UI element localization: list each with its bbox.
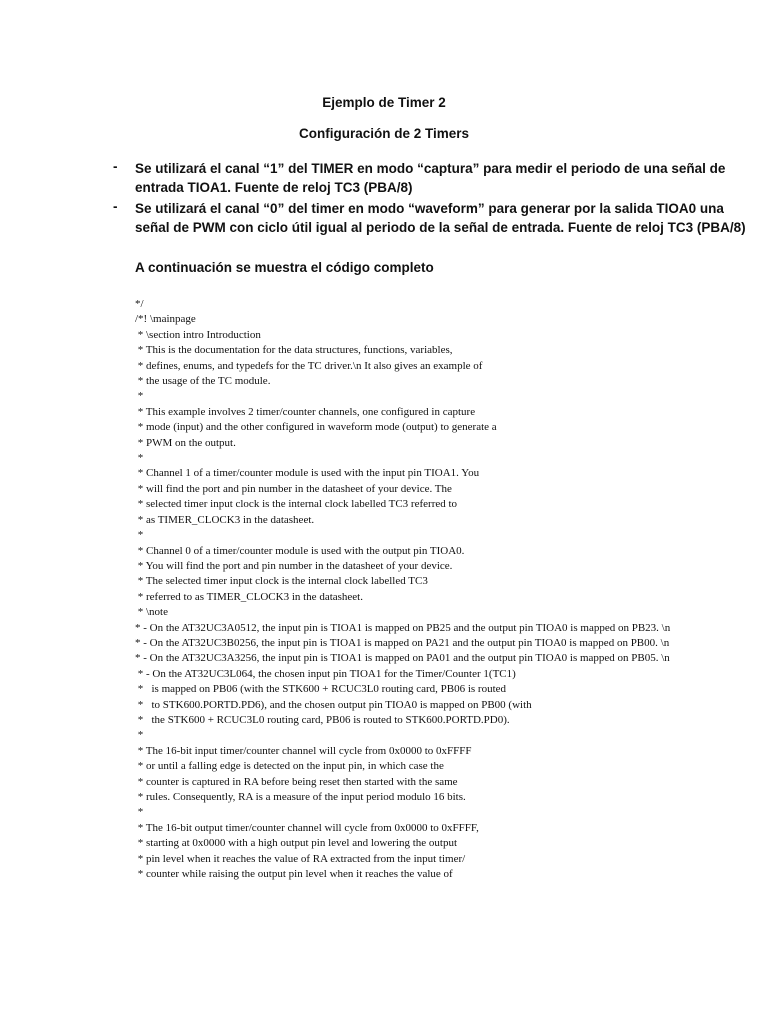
code-line: * The selected timer input clock is the internal clock labelled TC3 xyxy=(135,575,428,588)
code-line: /*! \mainpage xyxy=(135,313,196,326)
code-line: * The 16-bit output timer/counter channel will cycle from 0x0000 to 0xFFFF, xyxy=(135,821,479,834)
code-line: * defines, enums, and typedefs for the TC driver.\n It also gives an example of xyxy=(135,359,483,372)
code-line: */ xyxy=(135,298,144,310)
code-line: * This is the documentation for the data structures, functions, variables, xyxy=(135,344,453,357)
code-line: * xyxy=(135,729,144,742)
code-line: * counter is captured in RA before being reset then started with the same xyxy=(135,775,458,788)
bullet-line: Se utilizará el canal “0” del timer en modo “waveform” para generar por la salida TIOA0 una xyxy=(135,201,724,216)
code-line: * PWM on the output. xyxy=(135,436,236,449)
code-line: * is mapped on PB06 (with the STK600 + RCUC3L0 routing card, PB06 is routed xyxy=(135,683,507,696)
bullet-marker: - xyxy=(113,159,118,174)
code-line: * to STK600.PORTD.PD6), and the chosen output pin TIOA0 is mapped on PB00 (with xyxy=(135,698,532,711)
bullet-line: señal de PWM con ciclo útil igual al periodo de la señal de entrada. Fuente de reloj TC3 (PBA/8) xyxy=(135,220,746,235)
bullet-line: entrada TIOA1. Fuente de reloj TC3 (PBA/8) xyxy=(135,180,413,195)
code-line: * Channel 1 of a timer/counter module is used with the input pin TIOA1. You xyxy=(135,467,480,480)
code-line: * or until a falling edge is detected on the input pin, in which case the xyxy=(135,760,444,773)
code-line: * xyxy=(135,452,144,465)
bullet-marker: - xyxy=(113,199,118,214)
code-line: * the STK600 + RCUC3L0 routing card, PB06 is routed to STK600.PORTD.PD0). xyxy=(135,713,510,726)
bullet-item xyxy=(135,159,726,197)
bullet-item xyxy=(135,199,746,237)
document-subtitle: Configuración de 2 Timers xyxy=(298,126,470,141)
code-line: * the usage of the TC module. xyxy=(135,375,271,388)
intro-text: A continuación se muestra el código completo xyxy=(135,260,434,275)
code-block xyxy=(135,297,678,882)
code-line: * - On the AT32UC3L064, the chosen input pin TIOA1 for the Timer/Counter 1(TC1) xyxy=(135,667,516,680)
code-line: * selected timer input clock is the internal clock labelled TC3 referred to xyxy=(135,498,458,511)
code-line: * - On the AT32UC3A3256, the input pin is TIOA1 is mapped on PA01 and the output pin TIOA0 is mapped on PB05. \n xyxy=(135,652,670,665)
code-line: * - On the AT32UC3A0512, the input pin is TIOA1 is mapped on PB25 and the output pin TIOA0 is mapped on PB23. \n xyxy=(135,621,671,634)
code-line: * xyxy=(135,390,144,403)
code-line: * The 16-bit input timer/counter channel will cycle from 0x0000 to 0xFFFF xyxy=(135,744,472,757)
code-line: * rules. Consequently, RA is a measure of the input period modulo 16 bits. xyxy=(135,791,466,803)
code-line: * - On the AT32UC3B0256, the input pin is TIOA1 is mapped on PA21 and the output pin TIOA0 is mapped on PB00. \n xyxy=(135,636,670,649)
code-line: * will find the port and pin number in the datasheet of your device. The xyxy=(135,482,452,495)
code-line: * referred to as TIMER_CLOCK3 in the datasheet. xyxy=(135,590,363,603)
code-line: * pin level when it reaches the value of RA extracted from the input timer/ xyxy=(135,852,466,865)
code-line: * as TIMER_CLOCK3 in the datasheet. xyxy=(135,513,315,526)
code-line: * Channel 0 of a timer/counter module is used with the output pin TIOA0. xyxy=(135,544,465,557)
code-line: * xyxy=(135,529,144,542)
code-line: * mode (input) and the other configured in waveform mode (output) to generate a xyxy=(135,421,497,434)
code-line: * \note xyxy=(135,606,168,619)
code-line: * starting at 0x0000 with a high output pin level and lowering the output xyxy=(135,837,458,850)
code-line: * xyxy=(135,806,144,819)
code-line: * You will find the port and pin number in the datasheet of your device. xyxy=(135,559,453,572)
document-title: Ejemplo de Timer 2 xyxy=(322,95,446,110)
code-line: * \section intro Introduction xyxy=(135,328,261,341)
code-line: * counter while raising the output pin level when it reaches the value of xyxy=(135,868,453,881)
bullet-line: Se utilizará el canal “1” del TIMER en modo “captura” para medir el periodo de una señal de xyxy=(135,161,726,176)
code-line: * This example involves 2 timer/counter channels, one configured in capture xyxy=(135,405,476,418)
